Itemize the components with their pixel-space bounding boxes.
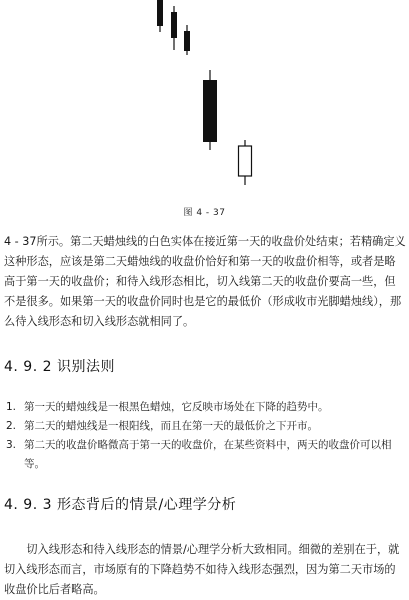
candlestick-figure xyxy=(0,0,409,230)
rule-number: 1. xyxy=(6,401,17,413)
rule-item xyxy=(6,398,401,417)
candle-day1-black xyxy=(203,70,217,150)
candle-trend-3 xyxy=(184,25,190,55)
section-heading-identification-rules: 4. 9. 2 识别法则 xyxy=(4,359,115,375)
intro-paragraph: 4 - 37所示。第二天蜡烛线的白色实体在接近第一天的收盘价处结束；若精确定义这种形态，应该是第二天蜡烛线的收盘价恰好和第一天的收盘价相等，或者是略高于第一天的收盘价；和待入线形态相比，切入线第二天的收盘价要高一些，但不是很多。如果第一天的收盘价同时也是它的最低价（形成收市光脚蜡烛线），那么待入线形态和切入线形态就相同了。 xyxy=(4,235,406,328)
candle-trend-2 xyxy=(171,6,177,50)
rule-text: 第一天的蜡烛线是一根黑色蜡烛，它反映市场处在下降的趋势中。 xyxy=(24,401,329,413)
figure-caption: 图 4 - 37 xyxy=(183,208,226,218)
candlestick-chart xyxy=(0,0,409,205)
candle-trend-1 xyxy=(157,0,163,32)
rule-text: 第二天的蜡烛线是一根阳线，而且在第一天的最低价之下开市。 xyxy=(24,420,318,432)
rule-item xyxy=(6,436,401,474)
psychology-paragraph: 切入线形态和待入线形态的情景/心理学分析大致相同。细微的差别在于，就切入线形态而言，市场原有的下降趋势不如待入线形态强烈，因为第二天市场的收盘价比后者略高。 xyxy=(4,543,400,596)
section-heading-psychology: 4. 9. 3 形态背后的情景/心理学分析 xyxy=(4,497,237,513)
candle-day2-white xyxy=(239,140,252,185)
rule-number: 3. xyxy=(6,439,17,451)
rule-text: 第二天的收盘价略微高于第一天的收盘价，在某些资料中，两天的收盘价可以相等。 xyxy=(24,439,392,470)
rule-number: 2. xyxy=(6,420,17,432)
rules-list xyxy=(6,398,401,474)
rule-item xyxy=(6,417,401,436)
